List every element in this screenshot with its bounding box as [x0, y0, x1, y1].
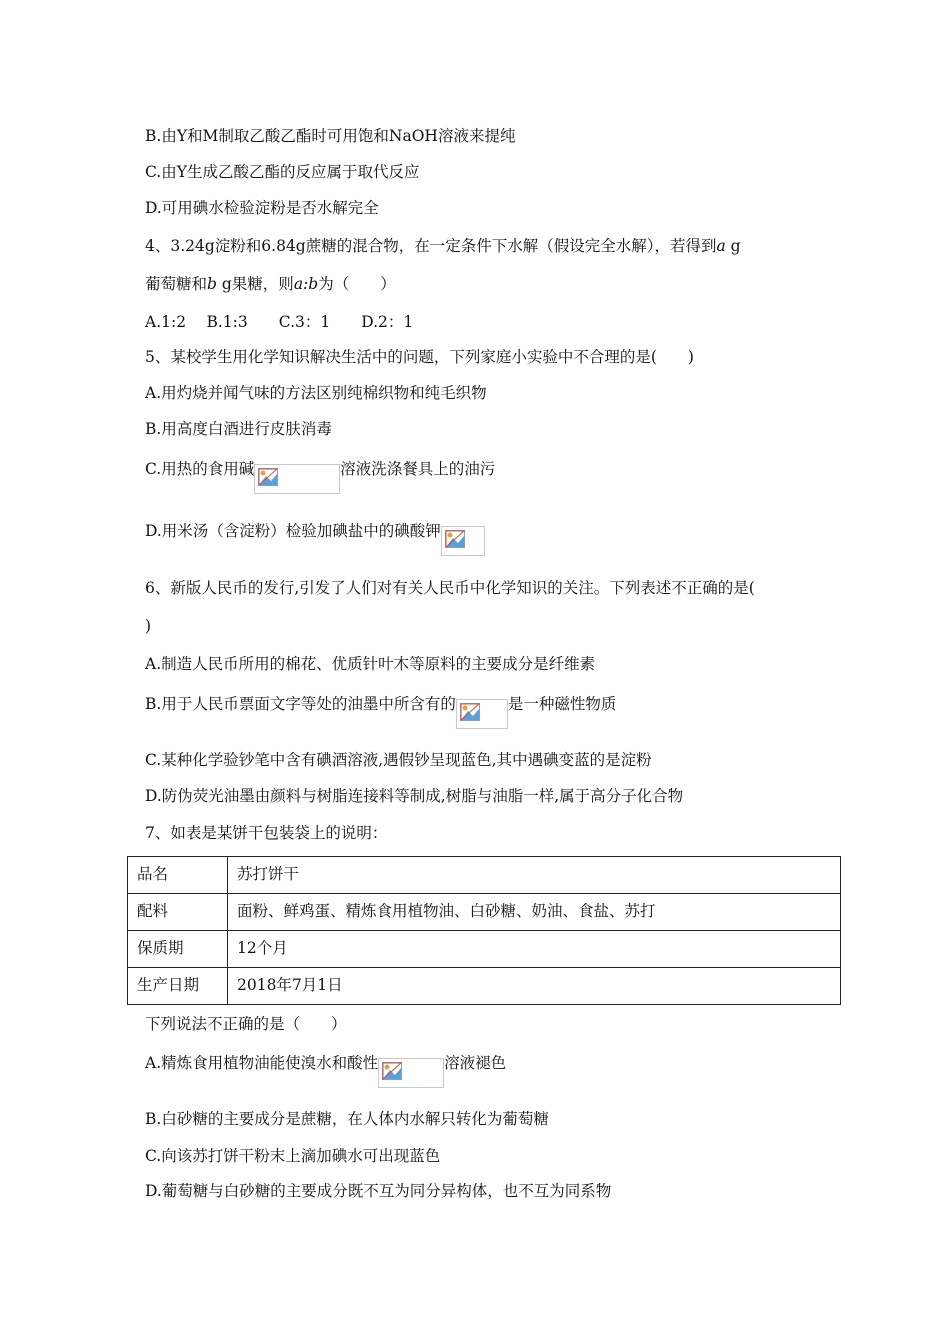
table-key: 保质期	[128, 931, 228, 968]
q4-stem-text-2: 葡萄糖和	[145, 275, 208, 293]
table-row	[128, 931, 841, 968]
broken-image-icon	[456, 699, 508, 729]
q6-option-b	[145, 690, 616, 720]
q3-option-b: B.由Y和M制取乙酸乙酯时可用饱和NaOH溶液来提纯	[145, 127, 516, 145]
q3-option-c: C.由Y生成乙酸乙酯的反应属于取代反应	[145, 163, 420, 181]
q7-option-d: D.葡萄糖与白砂糖的主要成分既不互为同分异构体，也不互为同系物	[145, 1182, 612, 1200]
table-key: 配料	[128, 894, 228, 931]
q5-option-a: A.用灼烧并闻气味的方法区别纯棉织物和纯毛织物	[145, 384, 487, 402]
q5-option-d-pre: D.用米汤（含淀粉）检验加碘盐中的碘酸钾	[145, 522, 441, 540]
q4-ratio: a:b	[293, 275, 319, 293]
q3-option-d: D.可用碘水检验淀粉是否水解完全	[145, 199, 379, 217]
broken-image-icon	[378, 1058, 444, 1088]
q6-stem-line2: )	[145, 617, 152, 635]
biscuit-info-table	[127, 856, 841, 1005]
q5-option-b: B.用高度白酒进行皮肤消毒	[145, 420, 332, 438]
q4-var-a: a	[716, 237, 726, 255]
q4-stem-text-3: g果糖，则	[216, 275, 294, 293]
table-value: 面粉、鲜鸡蛋、精炼食用植物油、白砂糖、奶油、食盐、苏打	[228, 894, 841, 931]
q7-option-c: C.向该苏打饼干粉末上滴加碘水可出现蓝色	[145, 1147, 441, 1165]
table-row	[128, 894, 841, 931]
q4-stem-line2	[145, 273, 396, 295]
q6-option-b-pre: B.用于人民币票面文字等处的油墨中所含有的	[145, 695, 456, 713]
q4-stem-line1	[145, 235, 741, 257]
q6-option-c: C.某种化学验钞笔中含有碘酒溶液,遇假钞呈现蓝色,其中遇碘变蓝的是淀粉	[145, 751, 652, 769]
table-value: 苏打饼干	[228, 857, 841, 894]
q5-stem: 5、某校学生用化学知识解决生活中的问题，下列家庭小实验中不合理的是( )	[145, 348, 694, 366]
q5-option-c-post: 溶液洗涤餐具上的油污	[340, 460, 496, 478]
q4-stem-text-4: 为（ ）	[318, 275, 396, 293]
q6-option-b-post: 是一种磁性物质	[507, 695, 617, 713]
q4-stem-text: 4、3.24g淀粉和6.84g蔗糖的混合物，在一定条件下水解（假设完全水解），若得到	[145, 237, 717, 255]
q4-options: A.1:2 B.1:3 C.3：1 D.2：1	[145, 313, 414, 331]
q7-option-a	[145, 1049, 506, 1079]
broken-image-icon	[254, 464, 340, 494]
q6-stem-line1: 6、新版人民币的发行,引发了人们对有关人民币中化学知识的关注。下列表述不正确的是(	[145, 579, 755, 597]
q4-unit-g: g	[725, 237, 741, 255]
broken-image-icon	[441, 526, 485, 556]
q4-var-b: b	[207, 275, 217, 293]
q7-stem: 7、如表是某饼干包装袋上的说明：	[145, 824, 388, 842]
table-value: 12个月	[228, 931, 841, 968]
q7-option-a-pre: A.精炼食用植物油能使溴水和酸性	[145, 1054, 379, 1072]
q7-sub-question: 下列说法不正确的是（ ）	[145, 1015, 347, 1033]
q6-option-d: D.防伪荧光油墨由颜料与树脂连接料等制成,树脂与油脂一样,属于高分子化合物	[145, 787, 684, 805]
table-row	[128, 968, 841, 1005]
table-key: 生产日期	[128, 968, 228, 1005]
q5-option-c	[145, 455, 495, 485]
table-key: 品名	[128, 857, 228, 894]
q6-option-a: A.制造人民币所用的棉花、优质针叶木等原料的主要成分是纤维素	[145, 655, 596, 673]
table-row	[128, 857, 841, 894]
q5-option-c-pre: C.用热的食用碱	[145, 460, 255, 478]
table-value: 2018年7月1日	[228, 968, 841, 1005]
q7-option-a-post: 溶液褪色	[444, 1054, 507, 1072]
q7-option-b: B.白砂糖的主要成分是蔗糖，在人体内水解只转化为葡萄糖	[145, 1110, 549, 1128]
q5-option-d	[145, 517, 485, 547]
